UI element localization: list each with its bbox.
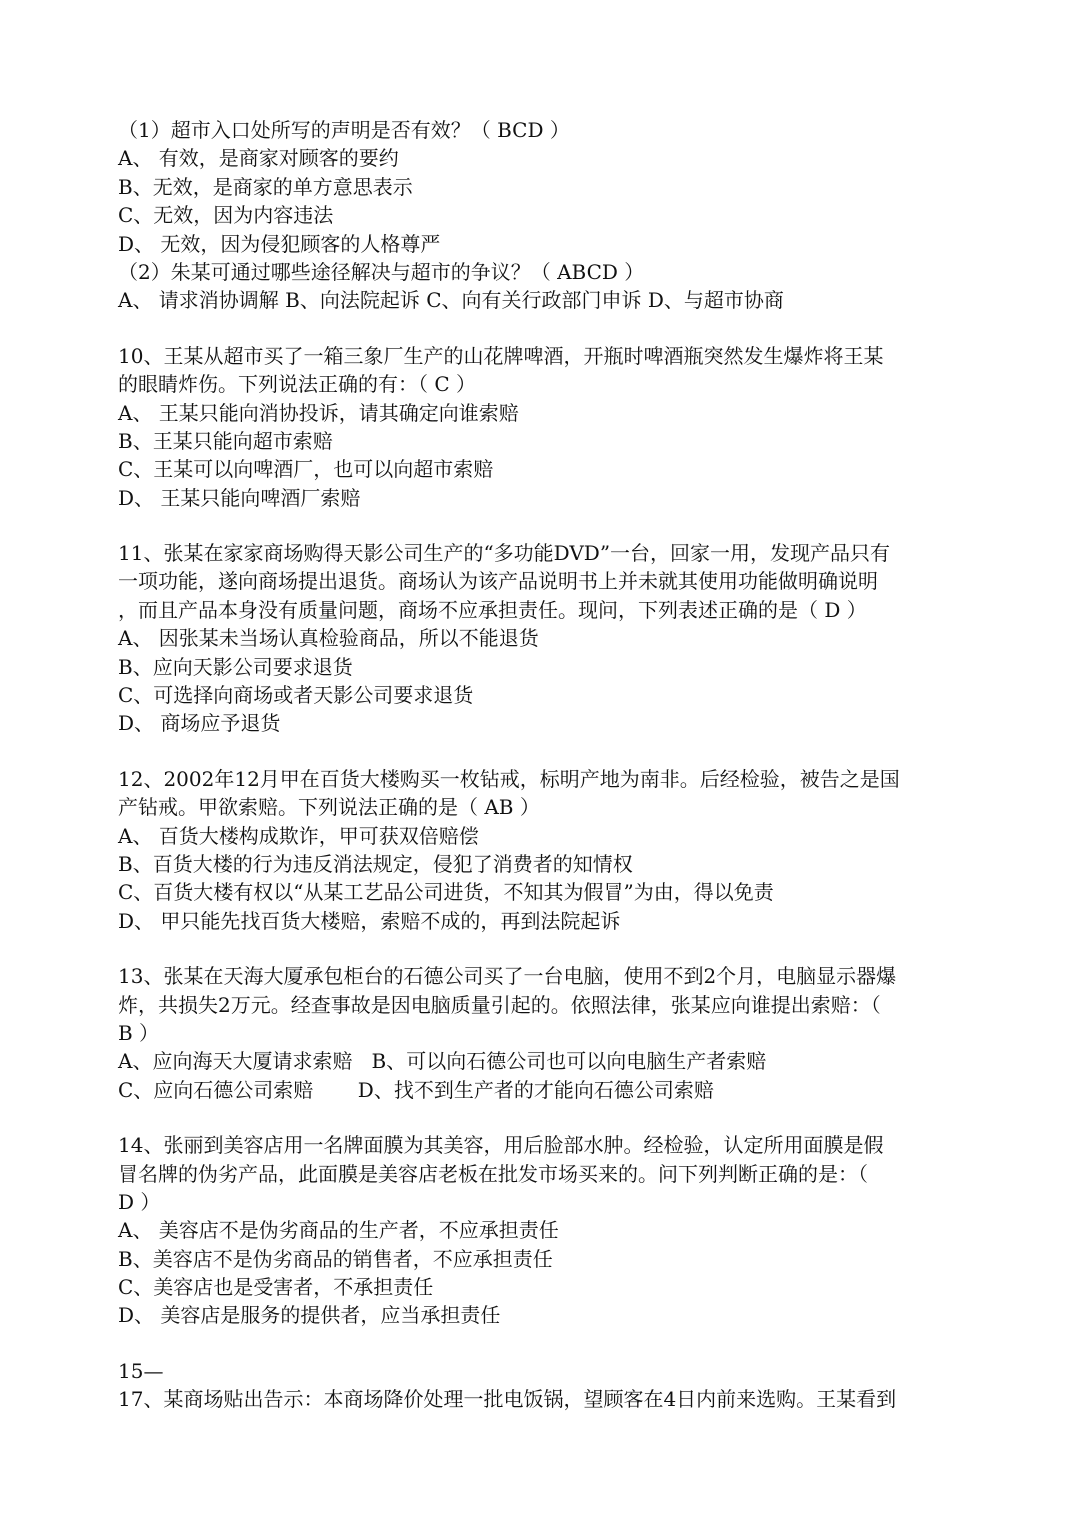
question-15-marker: 15—: [118, 1358, 164, 1383]
option-d: D、 王某只能向啤酒厂索赔: [118, 485, 361, 510]
question-13-stem-line-3: B ）: [118, 1020, 160, 1045]
question-10-stem-line-1: 10、王某从超市买了一箱三象厂生产的山花牌啤酒，开瓶时啤酒瓶突然发生爆炸将王某: [118, 343, 884, 368]
option-c: C、无效，因为内容违法: [118, 203, 334, 228]
spacer: [118, 1330, 970, 1357]
option-b: B、王某只能向超市索赔: [118, 428, 333, 453]
option-d: D、 商场应予退货: [118, 711, 281, 736]
question-12-stem-line-1: 12、2002年12月甲在百货大楼购买一枚钻戒，标明产地为南非。后经检验，被告之是国: [118, 766, 900, 791]
spacer: [118, 512, 970, 539]
option-c: C、百货大楼有权以“从某工艺品公司进货，不知其为假冒”为由，得以免责: [118, 880, 774, 905]
question-14-stem-line-3: D ）: [118, 1189, 161, 1214]
spacer: [118, 315, 970, 342]
question-13-stem-line-2: 炸，共损失2万元。经查事故是因电脑质量引起的。依照法律，张某应向谁提出索赔：（: [118, 992, 881, 1017]
question-10-stem-line-2: 的眼睛炸伤。下列说法正确的有：（ C ）: [118, 372, 477, 397]
option-c: C、王某可以向啤酒厂，也可以向超市索赔: [118, 457, 494, 482]
option-c: C、可选择向商场或者天影公司要求退货: [118, 683, 474, 708]
option-b: B、百货大楼的行为违反消法规定，侵犯了消费者的知情权: [118, 851, 633, 876]
option-c: C、美容店也是受害者，不承担责任: [118, 1275, 434, 1300]
question-11-stem-line-2: 一项功能，遂向商场提出退货。商场认为该产品说明书上并未就其使用功能做明确说明: [118, 569, 878, 594]
option-b: B、美容店不是伪劣商品的销售者，不应承担责任: [118, 1246, 553, 1271]
question-14-stem-line-1: 14、张丽到美容店用一名牌面膜为其美容，用后脸部水肿。经检验，认定所用面膜是假: [118, 1133, 884, 1158]
option-a: A、 百货大楼构成欺诈，甲可获双倍赔偿: [118, 823, 479, 848]
question-14-stem-line-2: 冒名牌的伪劣产品，此面膜是美容店老板在批发市场买来的。问下列判断正确的是：（: [118, 1161, 868, 1186]
spacer: [118, 1104, 970, 1131]
option-d: D、 无效，因为侵犯顾客的人格尊严: [118, 231, 441, 256]
question-9-2-options: A、 请求消协调解 B、向法院起诉 C、向有关行政部门申诉 D、与超市协商: [118, 288, 784, 313]
question-11-stem-line-3: ，而且产品本身没有质量问题，商场不应承担责任。现问，下列表述正确的是（ D ）: [118, 597, 867, 622]
option-a: A、 美容店不是伪劣商品的生产者，不应承担责任: [118, 1218, 559, 1243]
question-13-options-line-1: A、应向海天大厦请求索赔 B、可以向石德公司也可以向电脑生产者索赔: [118, 1049, 767, 1074]
option-b: B、无效，是商家的单方意思表示: [118, 174, 413, 199]
question-11-stem-line-1: 11、张某在家家商场购得天影公司生产的“多功能DVD”一台，回家一用，发现产品只有: [118, 541, 891, 566]
question-13-stem-line-1: 13、张某在天海大厦承包柜台的石德公司买了一台电脑，使用不到2个月，电脑显示器爆: [118, 964, 897, 989]
option-d: D、 甲只能先找百货大楼赔，索赔不成的，再到法院起诉: [118, 908, 621, 933]
spacer: [118, 738, 970, 765]
question-9-1-stem: （1）超市入口处所写的声明是否有效？（ BCD ）: [118, 118, 570, 142]
document-page: [118, 116, 970, 1414]
question-12-stem-line-2: 产钻戒。甲欲索赔。下列说法正确的是（ AB ）: [118, 795, 540, 820]
option-d: D、 美容店是服务的提供者，应当承担责任: [118, 1303, 501, 1328]
option-a: A、 王某只能向消协投诉，请其确定向谁索赔: [118, 400, 519, 425]
option-a: A、 有效，是商家对顾客的要约: [118, 146, 399, 171]
option-b: B、应向天影公司要求退货: [118, 654, 353, 679]
question-13-options-line-2: C、应向石德公司索赔 D、找不到生产者的才能向石德公司索赔: [118, 1077, 714, 1102]
question-17-stem-line-1: 17、某商场贴出告示：本商场降价处理一批电饭锅，望顾客在4日内前来选购。王某看到: [118, 1387, 897, 1412]
question-9-2-stem: （2）朱某可通过哪些途径解决与超市的争议？（ ABCD ）: [118, 259, 645, 284]
spacer: [118, 935, 970, 962]
option-a: A、 因张某未当场认真检验商品，所以不能退货: [118, 626, 539, 651]
